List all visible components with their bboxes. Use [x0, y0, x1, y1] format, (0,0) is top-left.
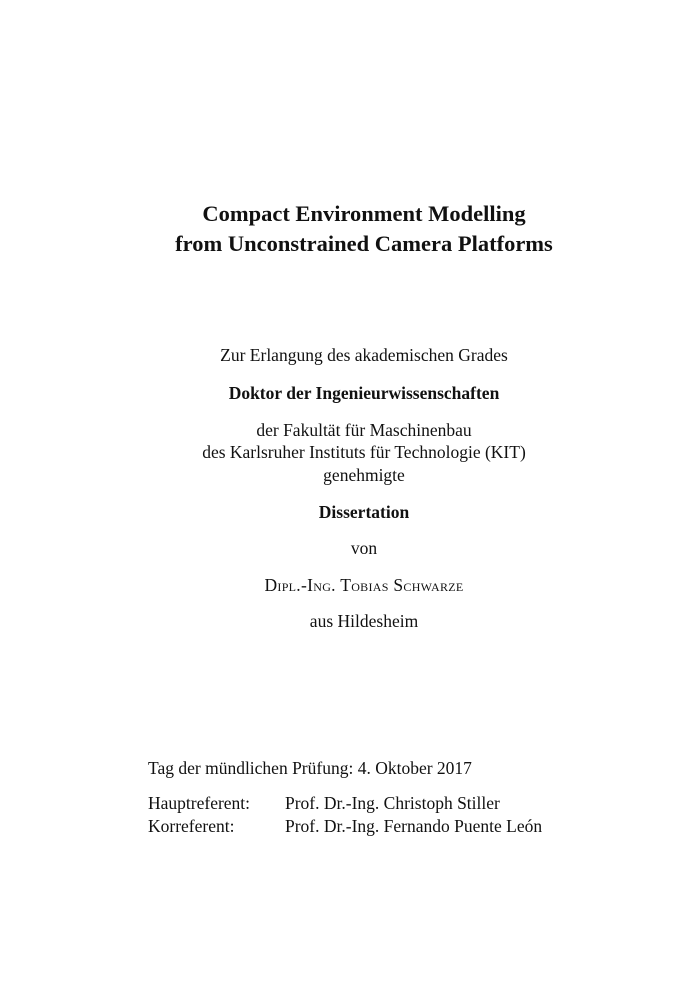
- approved: genehmigte: [323, 465, 405, 485]
- referee-name-2: Prof. Dr.-Ing. Fernando Puente León: [285, 816, 543, 836]
- degree-intro: Zur Erlangung des akademischen Grades: [220, 345, 508, 365]
- referee-role-2: Korreferent:: [148, 816, 235, 836]
- exam-date: Tag der mündlichen Prüfung: 4. Oktober 2017: [148, 758, 472, 778]
- title-line-1: Compact Environment Modelling: [202, 201, 526, 226]
- institute: des Karlsruher Instituts für Technologie (KIT): [202, 442, 526, 462]
- author-name: Dipl.-Ing. Tobias Schwarze: [264, 575, 464, 595]
- document-type: Dissertation: [318, 502, 410, 522]
- by-label: von: [350, 538, 378, 558]
- title-line-2: from Unconstrained Camera Platforms: [175, 231, 553, 256]
- degree-name: Doktor der Ingenieurwissenschaften: [228, 383, 500, 403]
- faculty: der Fakultät für Maschinenbau: [256, 420, 472, 440]
- referee-name-1: Prof. Dr.-Ing. Christoph Stiller: [285, 793, 500, 813]
- referee-role-1: Hauptreferent:: [148, 793, 251, 813]
- author-origin: aus Hildesheim: [309, 611, 419, 631]
